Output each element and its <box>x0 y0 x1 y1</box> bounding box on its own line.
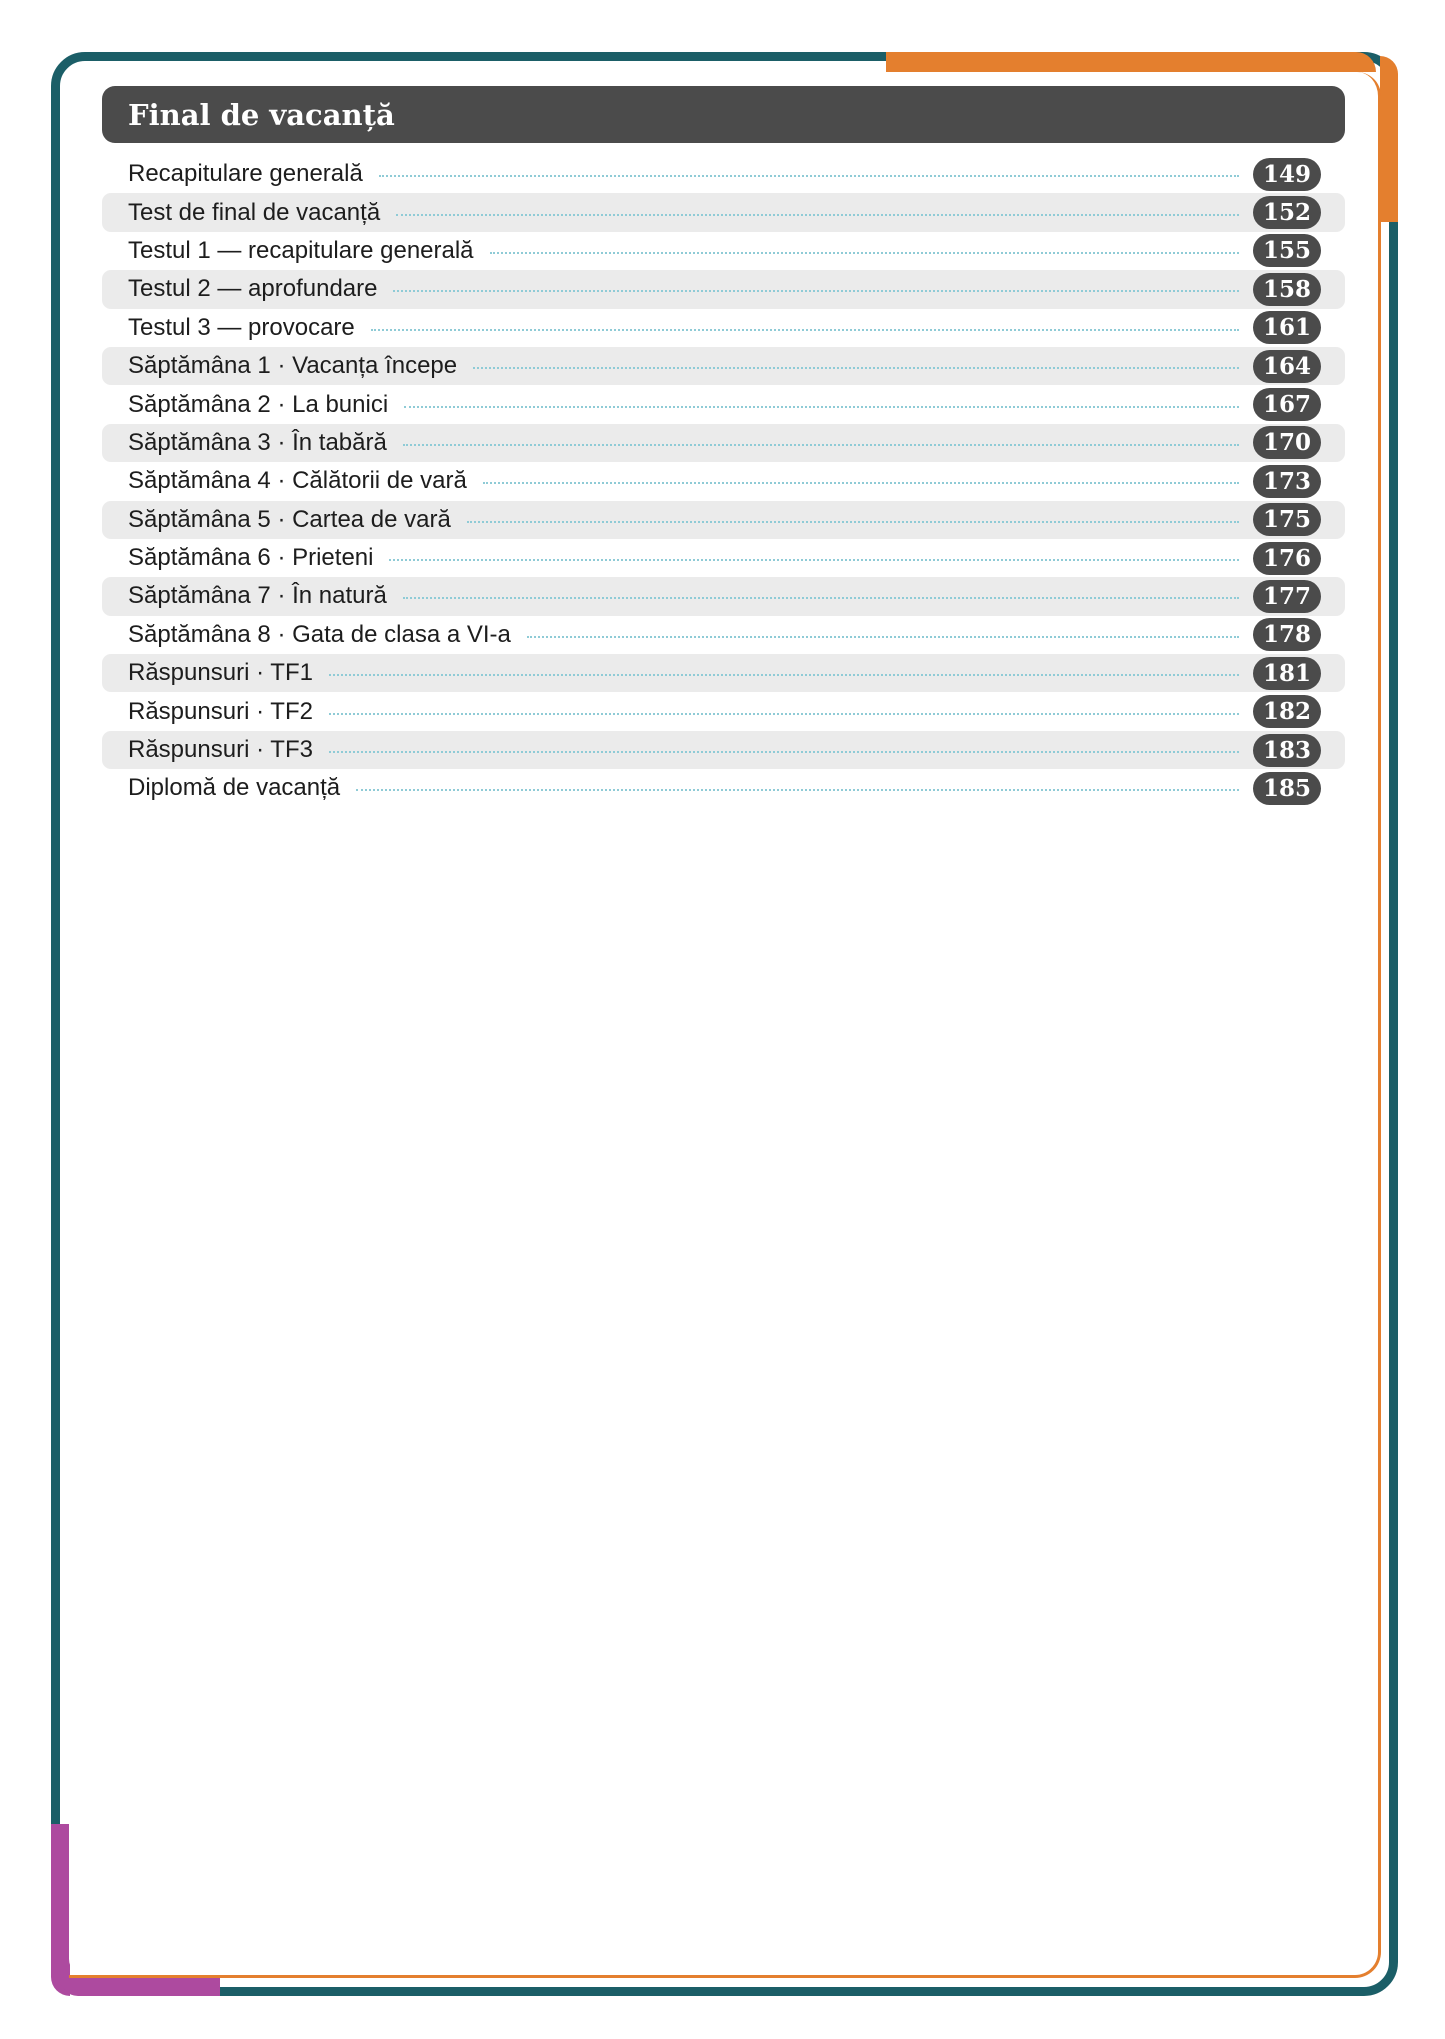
toc-entry[interactable] <box>102 155 1345 193</box>
toc-leader-dots <box>329 674 1239 676</box>
toc-entry[interactable] <box>102 654 1345 692</box>
toc-page-badge: 152 <box>1253 196 1321 229</box>
toc-entry[interactable] <box>102 539 1345 577</box>
frame-accent-orange-right <box>1380 56 1398 222</box>
frame-accent-purple-bottom <box>60 1978 220 1996</box>
frame-accent-purple-left <box>51 1824 70 1996</box>
toc-page-badge: 185 <box>1253 772 1321 805</box>
toc-leader-dots <box>527 636 1239 638</box>
toc-page-badge: 158 <box>1253 273 1321 306</box>
toc-entry[interactable] <box>102 501 1345 539</box>
toc-page-badge: 164 <box>1253 350 1321 383</box>
toc-page-badge: 173 <box>1253 465 1321 498</box>
toc-page-badge: 177 <box>1253 580 1321 613</box>
toc-page-badge: 178 <box>1253 618 1321 651</box>
toc-entry[interactable] <box>102 616 1345 654</box>
toc-entry[interactable] <box>102 385 1345 423</box>
toc-entry-label: Săptămâna 4 · Călătorii de vară <box>128 467 467 495</box>
toc-leader-dots <box>483 482 1239 484</box>
toc-entry-label: Săptămâna 3 · În tabără <box>128 428 387 456</box>
toc-entry[interactable] <box>102 424 1345 462</box>
toc-page-badge: 149 <box>1253 158 1321 191</box>
toc-entry-label: Săptămâna 5 · Cartea de vară <box>128 505 451 533</box>
toc-leader-dots <box>389 559 1239 561</box>
frame-accent-orange-top <box>886 52 1376 72</box>
toc-leader-dots <box>404 406 1239 408</box>
toc-leader-dots <box>356 789 1239 791</box>
toc-entry-label: Testul 2 — aprofundare <box>128 275 378 303</box>
table-of-contents <box>102 155 1345 808</box>
toc-entry-label: Săptămâna 1 · Vacanța începe <box>128 352 458 380</box>
toc-page-badge: 176 <box>1253 542 1321 575</box>
toc-leader-dots <box>371 329 1239 331</box>
toc-entry-label: Test de final de vacanță <box>128 198 381 226</box>
section-heading <box>102 86 1345 143</box>
toc-entry[interactable] <box>102 270 1345 308</box>
toc-entry-label: Răspunsuri · TF1 <box>128 659 313 687</box>
toc-leader-dots <box>379 175 1239 177</box>
toc-entry[interactable] <box>102 309 1345 347</box>
toc-entry[interactable] <box>102 462 1345 500</box>
toc-entry-label: Diplomă de vacanță <box>128 774 341 802</box>
toc-leader-dots <box>490 252 1239 254</box>
toc-entry-label: Recapitulare generală <box>128 160 363 188</box>
toc-leader-dots <box>403 597 1239 599</box>
toc-leader-dots <box>329 713 1239 715</box>
toc-leader-dots <box>473 367 1239 369</box>
toc-entry-label: Săptămâna 8 · Gata de clasa a VI-a <box>128 620 511 648</box>
toc-entry[interactable] <box>102 232 1345 270</box>
toc-page-badge: 183 <box>1253 734 1321 767</box>
toc-entry[interactable] <box>102 692 1345 730</box>
toc-entry-label: Săptămâna 2 · La bunici <box>128 390 389 418</box>
toc-page-badge: 170 <box>1253 426 1321 459</box>
toc-entry-label: Testul 1 — recapitulare generală <box>128 236 474 264</box>
toc-page-badge: 175 <box>1253 503 1321 536</box>
toc-page-badge: 182 <box>1253 695 1321 728</box>
toc-leader-dots <box>403 444 1239 446</box>
section-title: Final de vacanță <box>128 97 395 132</box>
toc-page-badge: 155 <box>1253 234 1321 267</box>
toc-entry-label: Testul 3 — provocare <box>128 313 355 341</box>
toc-entry-label: Săptămâna 6 · Prieteni <box>128 544 374 572</box>
toc-entry-label: Răspunsuri · TF3 <box>128 736 313 764</box>
toc-page-badge: 161 <box>1253 311 1321 344</box>
toc-entry[interactable] <box>102 193 1345 231</box>
toc-page-badge: 181 <box>1253 657 1321 690</box>
toc-leader-dots <box>467 521 1239 523</box>
toc-leader-dots <box>393 290 1239 292</box>
toc-entry[interactable] <box>102 347 1345 385</box>
toc-entry[interactable] <box>102 769 1345 807</box>
toc-entry-label: Răspunsuri · TF2 <box>128 697 313 725</box>
toc-leader-dots <box>329 751 1239 753</box>
toc-entry-label: Săptămâna 7 · În natură <box>128 582 387 610</box>
toc-entry[interactable] <box>102 731 1345 769</box>
toc-page-badge: 167 <box>1253 388 1321 421</box>
toc-entry[interactable] <box>102 577 1345 615</box>
toc-leader-dots <box>396 214 1239 216</box>
